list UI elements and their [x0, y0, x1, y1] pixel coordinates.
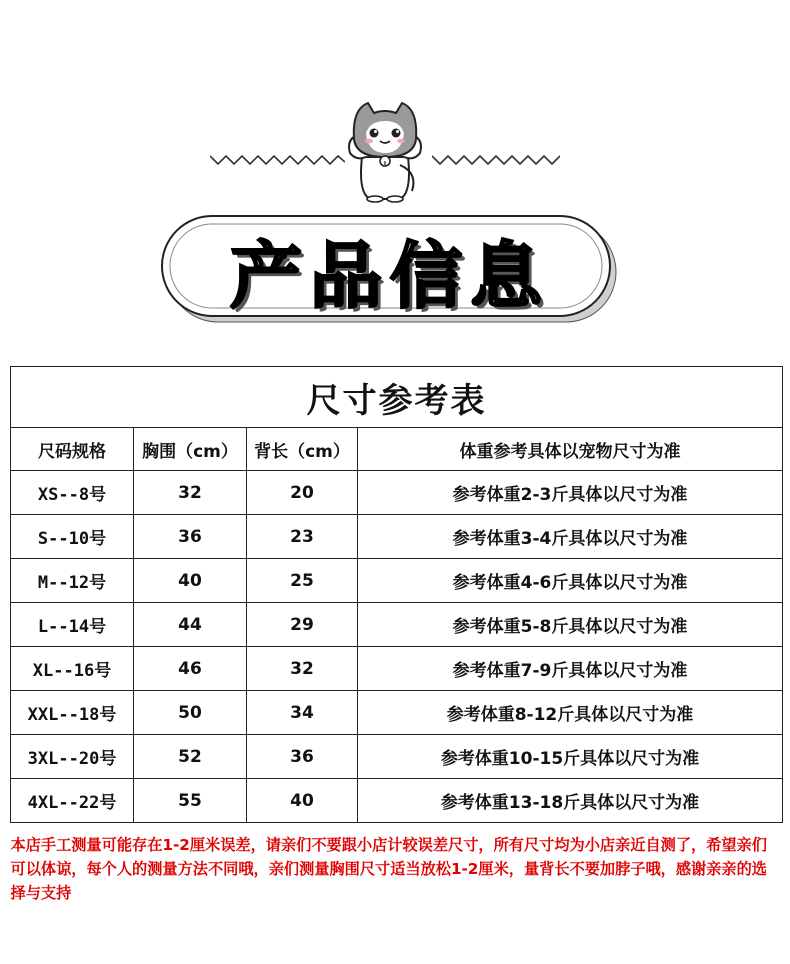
table-row	[11, 691, 783, 735]
back-cell: 40	[247, 779, 358, 823]
back-cell: 25	[247, 559, 358, 603]
table-row	[11, 647, 783, 691]
header-weight: 体重参考具体以宠物尺寸为准	[358, 428, 783, 471]
table-header-row	[11, 428, 783, 471]
weight-cell: 参考体重10-15斤具体以尺寸为准	[358, 735, 783, 779]
weight-cell: 参考体重3-4斤具体以尺寸为准	[358, 515, 783, 559]
chest-cell: 44	[134, 603, 247, 647]
header-size: 尺码规格	[11, 428, 134, 471]
size-cell: 3XL--20号	[11, 735, 134, 779]
size-cell: M--12号	[11, 559, 134, 603]
weight-cell: 参考体重5-8斤具体以尺寸为准	[358, 603, 783, 647]
chest-cell: 50	[134, 691, 247, 735]
size-reference-table	[10, 366, 783, 915]
back-cell: 36	[247, 735, 358, 779]
weight-cell: 参考体重7-9斤具体以尺寸为准	[358, 647, 783, 691]
back-cell: 34	[247, 691, 358, 735]
product-info-header	[0, 0, 790, 350]
measurement-note-cell	[11, 823, 783, 916]
measurement-note: 本店手工测量可能存在1-2厘米误差，请亲们不要跟小店计较误差尺寸，所有尺寸均为小店亲近自测了，希望亲们可以体谅，每个人的测量方法不同哦，亲们测量胸围尺寸适当放松1-2厘米，量背长不要加脖子哦，感谢亲亲的选择与支持	[10, 836, 767, 902]
chest-cell: 40	[134, 559, 247, 603]
table-row	[11, 603, 783, 647]
weight-cell: 参考体重8-12斤具体以尺寸为准	[358, 691, 783, 735]
size-cell: XXL--18号	[11, 691, 134, 735]
back-cell: 29	[247, 603, 358, 647]
back-cell: 23	[247, 515, 358, 559]
zigzag-right-decoration	[432, 150, 560, 170]
weight-cell: 参考体重13-18斤具体以尺寸为准	[358, 779, 783, 823]
header-back: 背长（cm）	[247, 428, 358, 471]
size-cell: S--10号	[11, 515, 134, 559]
zigzag-left-decoration	[210, 150, 345, 170]
weight-cell: 参考体重4-6斤具体以尺寸为准	[358, 559, 783, 603]
table-title-row	[11, 367, 783, 428]
table-row	[11, 779, 783, 823]
table-row	[11, 515, 783, 559]
chest-cell: 55	[134, 779, 247, 823]
banner-title: 产品信息	[229, 234, 550, 318]
chest-cell: 52	[134, 735, 247, 779]
table-row	[11, 471, 783, 515]
size-cell: XL--16号	[11, 647, 134, 691]
table-row	[11, 559, 783, 603]
back-cell: 32	[247, 647, 358, 691]
title-banner	[160, 214, 620, 326]
weight-cell: 参考体重2-3斤具体以尺寸为准	[358, 471, 783, 515]
chest-cell: 32	[134, 471, 247, 515]
size-cell: L--14号	[11, 603, 134, 647]
header-chest: 胸围（cm）	[134, 428, 247, 471]
table-row	[11, 735, 783, 779]
measurement-note-row	[11, 823, 783, 916]
size-cell: 4XL--22号	[11, 779, 134, 823]
chest-cell: 36	[134, 515, 247, 559]
back-cell: 20	[247, 471, 358, 515]
table-title: 尺寸参考表	[11, 367, 783, 428]
chest-cell: 46	[134, 647, 247, 691]
size-cell: XS--8号	[11, 471, 134, 515]
cat-mascot-icon	[340, 95, 430, 205]
